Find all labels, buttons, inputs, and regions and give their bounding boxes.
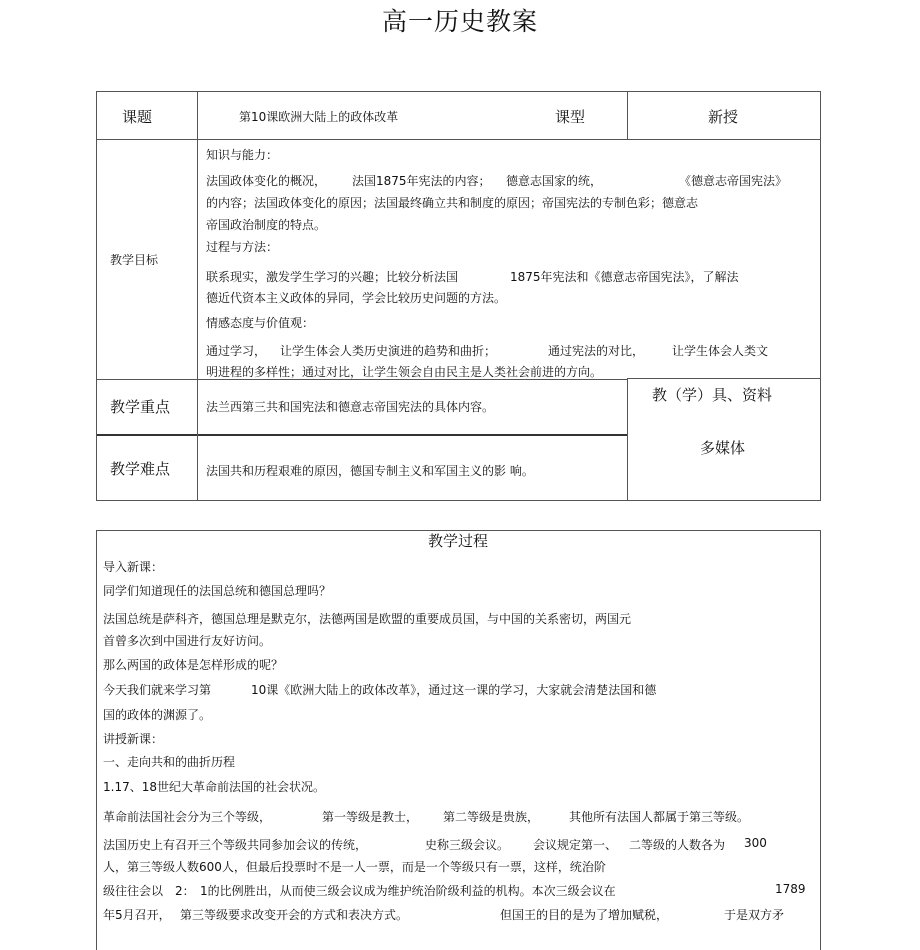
process-line: 人，第三等级人数600人，但最后投票时不是一人一票，而是一个等级只有一票，这样，统治阶 (103, 860, 606, 874)
goals-line: 通过宪法的对比， (548, 344, 645, 358)
goals-line: 联系现实，激发学生学习的兴趣；比较分析法国 (206, 270, 459, 284)
type-label: 课型 (555, 108, 586, 126)
topic-value: 第10课欧洲大陆上的政体改革 (239, 110, 399, 124)
focus-value: 法兰西第三共和国宪法和德意志帝国宪法的具体内容。 (206, 400, 495, 414)
process-line: 法国总统是萨科齐，德国总理是默克尔，法德两国是欧盟的重要成员国，与中国的关系密切，两国元 (103, 612, 632, 626)
focus-label: 教学重点 (110, 398, 171, 416)
goals-line: 让学生体会人类历史演进的趋势和曲折； (280, 344, 497, 358)
process-line: 1的比例胜出，从而使三级会议成为维护统治阶级利益的机构。本次三级会议在 (200, 884, 616, 898)
process-line: 法国历史上有召开三个等级共同参加会议的传统， (103, 838, 368, 852)
process-line: 10课《欧洲大陆上的政体改革》，通过这一课的学习，大家就会清楚法国和德 (251, 683, 657, 697)
process-line: 但国王的目的是为了增加赋税， (500, 908, 669, 922)
process-line: 其他所有法国人都属于第三等级。 (569, 810, 750, 824)
goals-line: 帝国政治制度的特点。 (206, 218, 327, 232)
goals-line: 明进程的多样性；通过对比，让学生领会自由民主是人类社会前进的方向。 (206, 365, 603, 379)
process-line: 那么两国的政体是怎样形成的呢？ (103, 658, 284, 672)
goals-line: 法国1875年宪法的内容； (352, 174, 491, 188)
process-line: 1789 (775, 882, 806, 896)
goals-line: 的内容；法国政体变化的原因；法国最终确立共和制度的原因；帝国宪法的专制色彩；德意志 (206, 196, 699, 210)
goals-line: 德近代资本主义政体的异同，学会比较历史问题的方法。 (206, 291, 507, 305)
process-line: 第二等级是贵族， (443, 810, 540, 824)
process-line: 导入新课： (103, 560, 164, 574)
process-line: 今天我们就来学习第 (103, 683, 212, 697)
process-line: 级往往会以 (103, 884, 164, 898)
document-title: 高一历史教案 (381, 7, 538, 36)
type-value: 新授 (708, 108, 739, 126)
goals-line: 法国政体变化的概况， (206, 174, 327, 188)
process-line: 讲授新课： (103, 732, 164, 746)
process-line: 革命前法国社会分为三个等级， (103, 810, 272, 824)
process-line: 第三等级要求改变开会的方式和表决方式。 (180, 908, 409, 922)
goals-label: 教学目标 (110, 253, 159, 267)
goals-heading-process: 过程与方法： (206, 240, 279, 254)
process-line: 会议规定第一、 (533, 838, 618, 852)
process-line: 2： (175, 884, 195, 898)
difficulty-value: 法国共和历程艰难的原因，德国专制主义和军国主义的影 响。 (206, 464, 534, 478)
process-line: 史称三级会议。 (425, 838, 510, 852)
goals-line: 1875年宪法和《德意志帝国宪法》，了解法 (510, 270, 739, 284)
topic-label: 课题 (122, 108, 153, 126)
process-line: 年5月召开， (103, 908, 171, 922)
process-line: 第一等级是教士， (322, 810, 419, 824)
process-line: 1.17、18世纪大革命前法国的社会状况。 (103, 780, 325, 794)
goals-line: 《德意志帝国宪法》 (679, 174, 788, 188)
process-line: 300 (744, 836, 767, 850)
goals-line: 让学生体会人类文 (672, 344, 769, 358)
goals-heading-attitude: 情感态度与价值观： (206, 316, 315, 330)
goals-heading-knowledge: 知识与能力： (206, 148, 279, 162)
goals-line: 通过学习， (206, 344, 267, 358)
tools-label: 教（学）具、资料 (652, 386, 773, 404)
tools-value: 多媒体 (700, 439, 746, 457)
goals-line: 德意志国家的统， (506, 174, 603, 188)
process-line: 首曾多次到中国进行友好访问。 (103, 634, 272, 648)
process-line: 于是双方矛 (724, 908, 785, 922)
difficulty-label: 教学难点 (110, 460, 171, 478)
process-heading: 教学过程 (427, 532, 488, 550)
process-line: 国的政体的渊源了。 (103, 708, 212, 722)
process-line: 二等级的人数各为 (629, 838, 726, 852)
process-line: 一、走向共和的曲折历程 (103, 755, 236, 769)
process-line: 同学们知道现任的法国总统和德国总理吗？ (103, 584, 332, 598)
